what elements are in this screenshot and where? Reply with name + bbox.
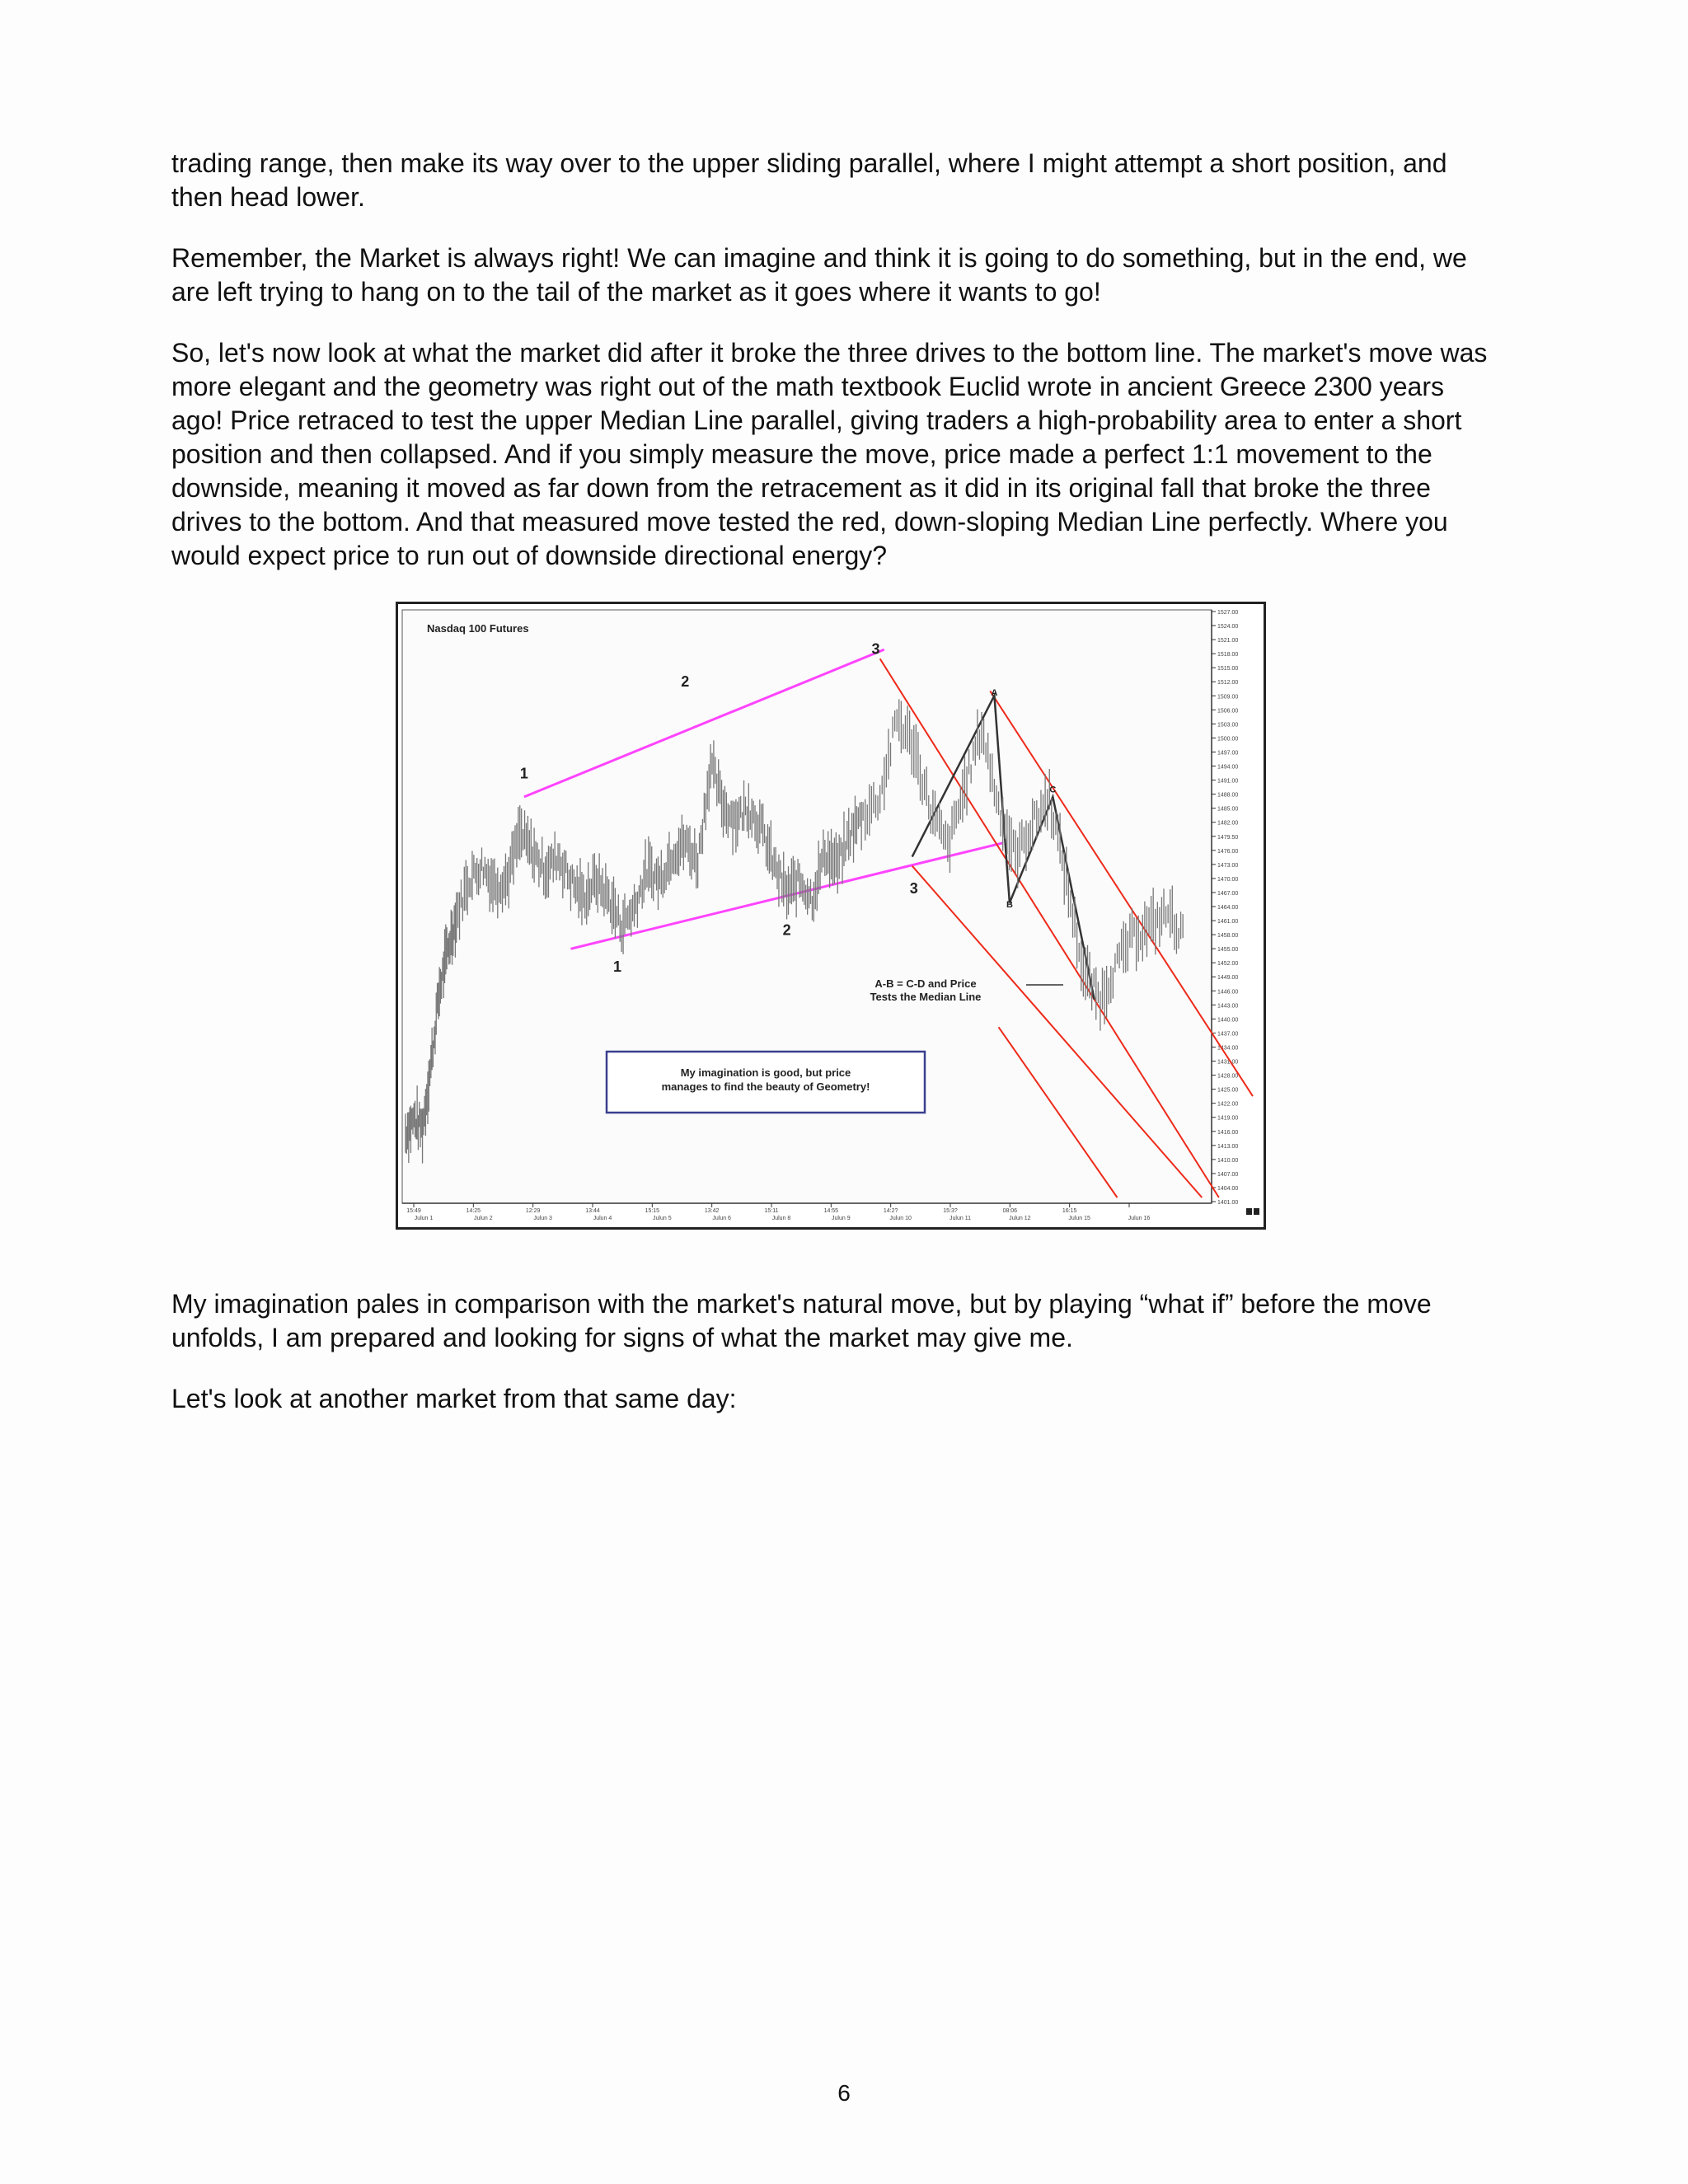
price-tick-label: 1452.00: [1217, 961, 1239, 968]
wave-label: C: [1049, 785, 1057, 795]
price-tick-label: 1515.00: [1217, 666, 1239, 673]
annotation-line-2: Tests the Median Line: [870, 991, 982, 1003]
price-tick-label: 1497.00: [1217, 750, 1239, 757]
date-tick-label: Julun 5: [653, 1216, 672, 1221]
price-tick-label: 1431.00: [1217, 1059, 1239, 1066]
price-tick-label: 1416.00: [1217, 1129, 1239, 1136]
time-tick-label: 13:44: [585, 1208, 600, 1214]
price-tick-label: 1419.00: [1217, 1115, 1239, 1122]
wave-label: 1: [612, 958, 621, 976]
price-tick-label: 1401.00: [1217, 1200, 1239, 1206]
time-tick-label: 15:3?: [943, 1208, 958, 1214]
paragraph-3: So, let's now look at what the market did after it broke the three drives to the bottom line. The market's move was more elegant and the geometry was right out of the math textbook Euclid wrote in ancient Greece 2300 years ago! Price retraced to test the upper Median Line parallel, giving traders a high-probability area to enter a short position and then collapsed. And if you simply measure the move, price made a perfect 1:1 movement to the downside, meaning it moved as far down from the retracement as it did in its original fall that broke the three drives to the bottom. And that measured move tested the red, down-sloping Median Line perfectly. Where you would expect price to run out of downside directional energy?: [171, 338, 1488, 570]
chart-corner-glyph-2: [1254, 1208, 1259, 1215]
price-tick-label: 1494.00: [1217, 764, 1239, 771]
date-tick-label: Julun 2: [474, 1216, 493, 1221]
wave-label: 3: [871, 640, 880, 658]
time-tick-label: 08:06: [1002, 1208, 1018, 1214]
date-tick-label: Julun 16: [1128, 1216, 1151, 1221]
time-tick-label: 12:29: [525, 1208, 541, 1214]
price-tick-label: 1458.00: [1217, 933, 1239, 940]
date-tick-label: Julun 9: [832, 1216, 851, 1221]
annotation-line-1: A-B = C-D and Price: [874, 977, 977, 990]
time-tick-label: 16:15: [1062, 1208, 1077, 1214]
date-tick-label: Julun 8: [771, 1216, 791, 1221]
time-tick-label: 15:49: [406, 1208, 421, 1214]
price-tick-label: 1413.00: [1217, 1143, 1239, 1150]
paragraph-2: Remember, the Market is always right! We can imagine and think it is going to do something, but in the end, we are left trying to hang on to the tail of the market as it goes where it wants to go!: [171, 243, 1467, 307]
wave-label: A: [991, 687, 998, 698]
price-tick-label: 1470.00: [1217, 876, 1239, 883]
nasdaq-chart-figure: [396, 602, 1266, 1230]
time-tick-label: 15:15: [645, 1208, 660, 1214]
chart-title: Nasdaq 100 Futures: [427, 622, 529, 635]
price-tick-label: 1485.00: [1217, 806, 1239, 813]
time-tick-label: 14:25: [466, 1208, 481, 1214]
price-tick-label: 1479.50: [1217, 834, 1239, 841]
time-tick-label: 14:55: [823, 1208, 839, 1214]
price-tick-label: 1425.00: [1217, 1087, 1239, 1094]
price-tick-label: 1524.00: [1217, 624, 1239, 630]
price-tick-label: 1491.00: [1217, 778, 1239, 785]
time-tick-label: 13:42: [704, 1208, 720, 1214]
wave-label: 2: [681, 673, 690, 690]
price-tick-label: 1488.00: [1217, 792, 1239, 799]
date-tick-label: Julun 11: [950, 1216, 971, 1221]
date-tick-label: Julun 6: [712, 1216, 731, 1221]
price-tick-label: 1440.00: [1217, 1017, 1239, 1024]
price-tick-label: 1449.00: [1217, 975, 1239, 982]
wave-label: 2: [782, 921, 791, 939]
chart-corner-glyph: [1246, 1208, 1252, 1215]
price-tick-label: 1428.00: [1217, 1073, 1239, 1080]
price-tick-label: 1509.00: [1217, 694, 1239, 701]
price-tick-label: 1404.00: [1217, 1185, 1239, 1192]
price-tick-label: 1467.00: [1217, 890, 1239, 897]
price-tick-label: 1461.00: [1217, 919, 1239, 926]
date-tick-label: Julun 15: [1068, 1216, 1090, 1221]
price-tick-label: 1506.00: [1217, 708, 1239, 715]
date-tick-label: Julun 12: [1009, 1216, 1031, 1221]
price-tick-label: 1527.00: [1217, 610, 1239, 616]
price-tick-label: 1512.00: [1217, 680, 1239, 687]
price-tick-label: 1500.00: [1217, 736, 1239, 743]
time-tick-label: 14:2?: [883, 1208, 898, 1214]
paragraph-5: Let's look at another market from that same day:: [171, 1384, 737, 1413]
price-tick-label: 1482.00: [1217, 820, 1239, 827]
price-tick-label: 1437.00: [1217, 1031, 1239, 1038]
price-tick-label: 1410.00: [1217, 1157, 1239, 1164]
price-tick-label: 1434.00: [1217, 1045, 1239, 1052]
price-tick-label: 1446.00: [1217, 989, 1239, 996]
price-tick-label: 1422.00: [1217, 1101, 1239, 1108]
date-tick-label: Julun 4: [593, 1216, 612, 1221]
price-tick-label: 1407.00: [1217, 1171, 1239, 1178]
price-tick-label: 1476.00: [1217, 848, 1239, 855]
caption-line-2: manages to find the beauty of Geometry!: [661, 1080, 870, 1093]
caption-line-1: My imagination is good, but price: [680, 1066, 851, 1079]
page-number: 6: [837, 2080, 851, 2106]
wave-label: B: [1006, 900, 1013, 910]
time-tick-label: 15:11: [764, 1208, 779, 1214]
price-tick-label: 1443.00: [1217, 1003, 1239, 1010]
caption-box: [607, 1052, 925, 1113]
date-tick-label: Julun 10: [889, 1216, 912, 1221]
price-tick-label: 1473.00: [1217, 862, 1239, 869]
paragraph-4: My imagination pales in comparison with the market's natural move, but by playing “what if” before the move unfolds, I am prepared and looking for signs of what the market may give me.: [171, 1289, 1432, 1352]
price-tick-label: 1455.00: [1217, 947, 1239, 954]
paragraph-1: trading range, then make its way over to the upper sliding parallel, where I might attempt a short position, and then head lower.: [171, 148, 1447, 212]
date-tick-label: Julun 1: [414, 1216, 434, 1221]
wave-label: 1: [519, 765, 528, 782]
date-tick-label: Julun 3: [533, 1216, 552, 1221]
wave-label: 3: [909, 880, 918, 898]
price-tick-label: 1503.00: [1217, 722, 1239, 729]
price-tick-label: 1521.00: [1217, 638, 1239, 644]
price-tick-label: 1518.00: [1217, 652, 1239, 658]
price-tick-label: 1464.00: [1217, 905, 1239, 911]
